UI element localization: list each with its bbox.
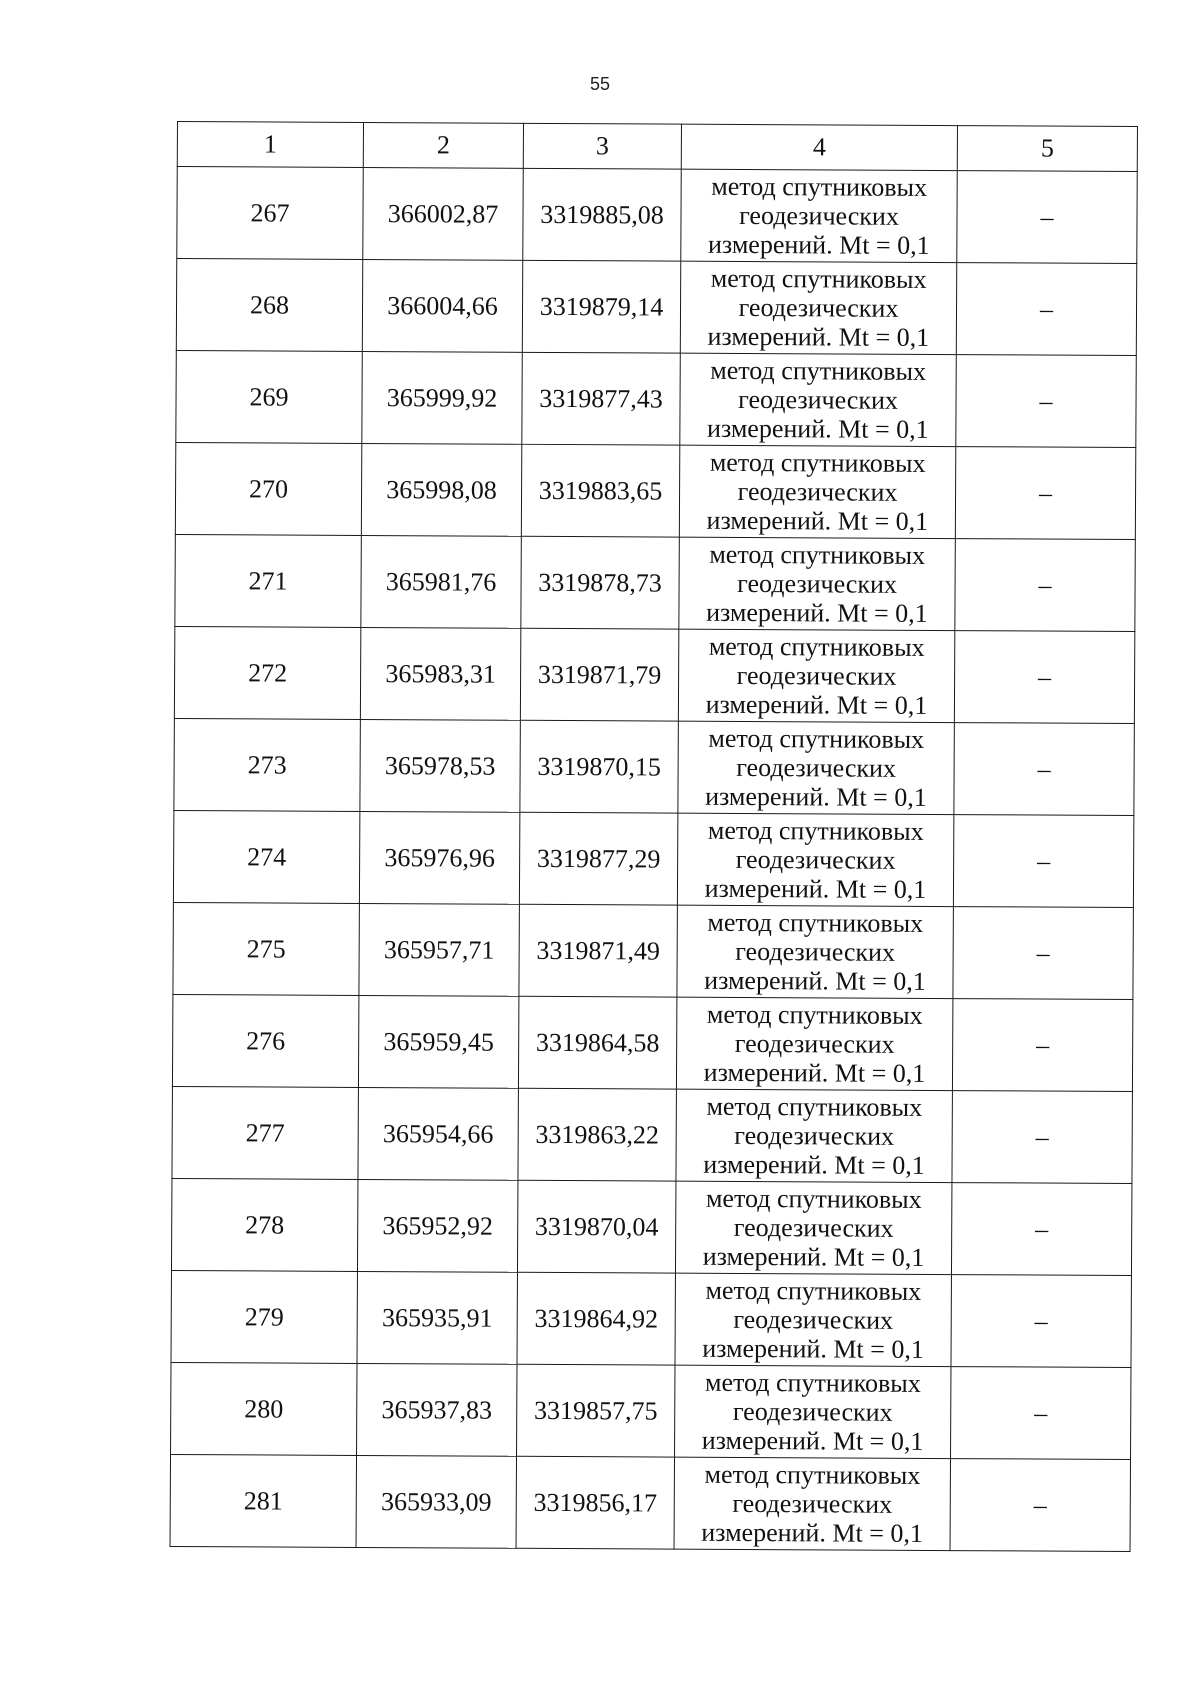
method-line: геодезических [733, 1304, 894, 1335]
method-line: метод спутниковых [710, 263, 927, 294]
column-header-2: 2 [363, 122, 523, 168]
note-cell: – [954, 723, 1134, 816]
column-header-3: 3 [523, 123, 681, 169]
method-line: измерений. Mt = 0,1 [707, 413, 929, 444]
y-coordinate-cell: 3319863,22 [518, 1088, 676, 1181]
x-coordinate-cell: 365978,53 [360, 719, 520, 812]
method-cell [675, 1273, 951, 1366]
table-row [172, 1086, 1132, 1183]
point-number-cell: 268 [176, 259, 362, 352]
x-coordinate-cell: 366004,66 [362, 259, 522, 352]
x-coordinate-cell: 365957,71 [359, 903, 519, 996]
method-line: геодезических [734, 1028, 895, 1059]
method-line: измерений. Mt = 0,1 [701, 1425, 924, 1456]
y-coordinate-cell: 3319864,92 [517, 1272, 675, 1365]
table-row [173, 810, 1133, 907]
x-coordinate-cell: 365999,92 [362, 351, 522, 444]
column-header-5: 5 [957, 126, 1137, 172]
table-header-row [177, 122, 1137, 172]
method-cell [681, 169, 957, 262]
method-line: геодезических [734, 1120, 895, 1151]
method-line: геодезических [736, 660, 897, 691]
note-cell: – [951, 1275, 1131, 1368]
method-line: геодезических [739, 200, 899, 231]
note-cell: – [952, 1091, 1132, 1184]
table-row [175, 442, 1135, 539]
method-line: метод спутниковых [706, 999, 923, 1030]
x-coordinate-cell: 365959,45 [358, 995, 518, 1088]
method-cell [674, 1457, 950, 1550]
point-number-cell: 277 [172, 1086, 358, 1179]
table-row [173, 902, 1133, 999]
method-line: измерений. Mt = 0,1 [702, 1333, 924, 1364]
table-row [171, 1270, 1131, 1367]
table-row [177, 167, 1137, 264]
table-row [175, 534, 1135, 631]
point-number-cell: 271 [175, 534, 361, 627]
point-number-cell: 269 [176, 350, 362, 443]
method-cell [675, 1181, 951, 1274]
table-row [174, 626, 1134, 723]
method-line: геодезических [736, 752, 897, 783]
method-cell [679, 445, 955, 538]
y-coordinate-cell: 3319864,58 [518, 996, 676, 1089]
method-line: геодезических [738, 292, 899, 323]
point-number-cell: 270 [175, 442, 361, 535]
point-number-cell: 267 [177, 167, 363, 260]
method-line: метод спутниковых [704, 1367, 921, 1398]
y-coordinate-cell: 3319870,15 [520, 720, 678, 813]
method-line: метод спутниковых [711, 171, 928, 202]
note-cell: – [955, 539, 1135, 632]
y-coordinate-cell: 3319877,29 [519, 812, 677, 905]
page-number: 55 [589, 74, 611, 94]
note-cell: – [953, 815, 1133, 908]
point-number-cell: 281 [170, 1454, 356, 1547]
method-line: измерений. Mt = 0,1 [704, 965, 926, 996]
x-coordinate-cell: 365937,83 [357, 1363, 517, 1456]
method-cell [680, 353, 956, 446]
column-header-4: 4 [681, 124, 957, 170]
note-cell: – [952, 999, 1132, 1092]
point-number-cell: 274 [173, 810, 359, 903]
method-line: измерений. Mt = 0,1 [705, 689, 928, 720]
method-line: геодезических [733, 1212, 894, 1243]
method-line: метод спутниковых [707, 907, 924, 938]
method-line: геодезических [735, 844, 896, 875]
note-cell: – [951, 1183, 1131, 1276]
method-line: измерений. Mt = 0,1 [702, 1241, 925, 1272]
method-line: метод спутниковых [710, 355, 927, 386]
x-coordinate-cell: 365952,92 [357, 1179, 517, 1272]
method-line: измерений. Mt = 0,1 [707, 229, 930, 260]
method-line: измерений. Mt = 0,1 [707, 321, 930, 352]
method-line: метод спутниковых [704, 1459, 921, 1490]
column-header-1: 1 [177, 122, 363, 168]
table-row [174, 718, 1134, 815]
method-line: метод спутниковых [708, 631, 925, 662]
x-coordinate-cell: 365954,66 [358, 1087, 518, 1180]
y-coordinate-cell: 3319885,08 [523, 168, 681, 261]
method-line: измерений. Mt = 0,1 [705, 781, 927, 812]
method-line: метод спутниковых [705, 1183, 922, 1214]
coordinates-table [170, 121, 1138, 1552]
method-cell [680, 261, 956, 354]
method-line: метод спутниковых [707, 815, 924, 846]
note-cell: – [957, 171, 1137, 264]
note-cell: – [955, 447, 1135, 540]
method-line: геодезических [738, 384, 898, 415]
point-number-cell: 276 [172, 994, 358, 1087]
y-coordinate-cell: 3319878,73 [521, 536, 679, 629]
y-coordinate-cell: 3319871,49 [519, 904, 677, 997]
y-coordinate-cell: 3319871,79 [520, 628, 678, 721]
x-coordinate-cell: 365983,31 [360, 627, 520, 720]
x-coordinate-cell: 366002,87 [363, 167, 523, 260]
method-line: измерений. Mt = 0,1 [701, 1517, 923, 1548]
y-coordinate-cell: 3319870,04 [517, 1180, 675, 1273]
x-coordinate-cell: 365935,91 [357, 1271, 517, 1364]
method-line: геодезических [732, 1396, 893, 1427]
method-line: метод спутниковых [705, 1275, 922, 1306]
method-line: геодезических [737, 476, 898, 507]
method-cell [676, 997, 952, 1090]
method-line: геодезических [732, 1488, 893, 1519]
note-cell: – [950, 1459, 1130, 1552]
method-line: метод спутниковых [709, 539, 926, 570]
method-cell [677, 813, 953, 906]
method-cell [676, 1089, 952, 1182]
y-coordinate-cell: 3319857,75 [517, 1364, 675, 1457]
point-number-cell: 272 [174, 626, 360, 719]
method-cell [677, 905, 953, 998]
note-cell: – [956, 355, 1136, 448]
x-coordinate-cell: 365998,08 [361, 443, 521, 536]
note-cell: – [951, 1367, 1131, 1460]
note-cell: – [956, 263, 1136, 356]
y-coordinate-cell: 3319877,43 [522, 352, 680, 445]
y-coordinate-cell: 3319879,14 [522, 260, 680, 353]
point-number-cell: 278 [171, 1178, 357, 1271]
method-cell [678, 721, 954, 814]
method-line: измерений. Mt = 0,1 [703, 1149, 925, 1180]
method-line: измерений. Mt = 0,1 [706, 597, 928, 628]
method-line: геодезических [735, 936, 896, 967]
point-number-cell: 280 [171, 1362, 357, 1455]
table-row [176, 259, 1136, 356]
note-cell: – [954, 631, 1134, 724]
table-row [171, 1362, 1131, 1459]
method-line: измерений. Mt = 0,1 [704, 873, 927, 904]
method-line: метод спутниковых [708, 723, 925, 754]
table-row [171, 1178, 1131, 1275]
method-line: геодезических [737, 568, 898, 599]
table-row [172, 994, 1132, 1091]
x-coordinate-cell: 365933,09 [356, 1455, 516, 1548]
note-cell: – [953, 907, 1133, 1000]
method-line: измерений. Mt = 0,1 [703, 1057, 926, 1088]
point-number-cell: 275 [173, 902, 359, 995]
method-line: измерений. Mt = 0,1 [706, 505, 929, 536]
method-cell [675, 1365, 951, 1458]
method-line: метод спутниковых [709, 447, 926, 478]
point-number-cell: 273 [174, 718, 360, 811]
y-coordinate-cell: 3319883,65 [521, 444, 679, 537]
method-cell [678, 629, 954, 722]
y-coordinate-cell: 3319856,17 [516, 1456, 674, 1549]
table-body [170, 122, 1137, 1552]
method-line: метод спутниковых [706, 1091, 923, 1122]
table-row [170, 1454, 1130, 1551]
point-number-cell: 279 [171, 1270, 357, 1363]
method-cell [679, 537, 955, 630]
x-coordinate-cell: 365976,96 [359, 811, 519, 904]
table-row [176, 350, 1136, 447]
x-coordinate-cell: 365981,76 [361, 535, 521, 628]
